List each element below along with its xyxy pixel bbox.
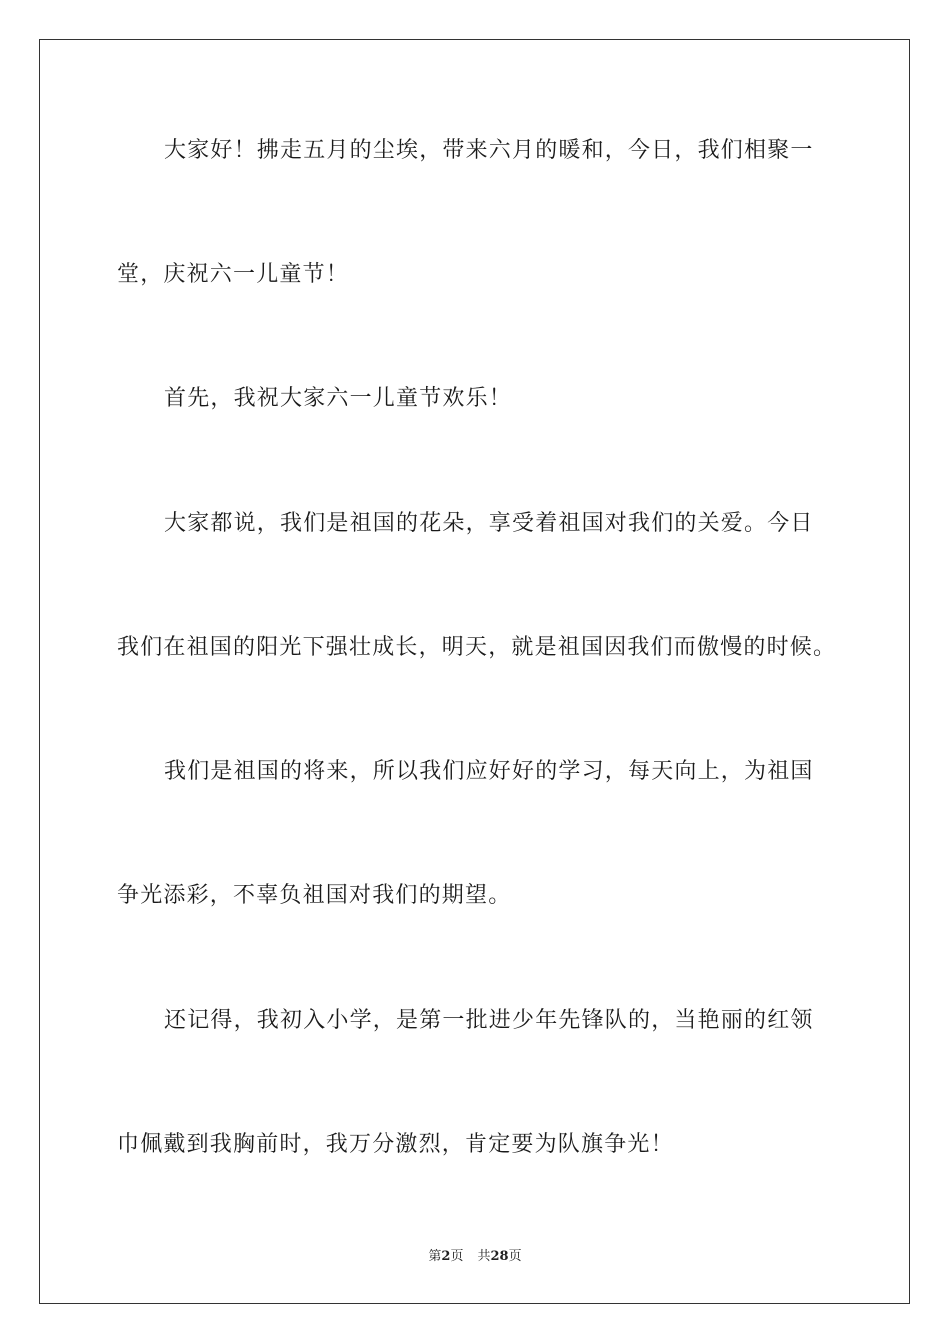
footer-page-prefix: 第 <box>428 1249 442 1264</box>
paragraph-3-line-1: 大家都说，我们是祖国的花朵，享受着祖国对我们的关爱。今日 <box>164 511 814 536</box>
paragraph-4-line-1: 我们是祖国的将来，所以我们应好好的学习，每天向上，为祖国 <box>164 759 814 784</box>
footer-page-suffix: 页 <box>450 1249 464 1264</box>
paragraph-5-line-2: 巾佩戴到我胸前时，我万分激烈，肯定要为队旗争光！ <box>117 1132 674 1157</box>
page-frame <box>39 39 910 1304</box>
footer-current-page: 2 <box>441 1249 451 1264</box>
paragraph-1-line-1: 大家好！拂走五月的尘埃，带来六月的暖和，今日，我们相聚一 <box>164 138 814 163</box>
paragraph-4-line-2: 争光添彩，不辜负祖国对我们的期望。 <box>117 883 512 908</box>
footer-total-pages: 28 <box>490 1249 509 1264</box>
paragraph-2-line-1: 首先，我祝大家六一儿童节欢乐！ <box>164 386 513 411</box>
footer-total-suffix: 页 <box>508 1249 522 1264</box>
page-footer <box>0 1248 950 1266</box>
paragraph-5-line-1: 还记得，我初入小学，是第一批进少年先锋队的，当艳丽的红领 <box>164 1008 814 1033</box>
paragraph-1-line-2: 堂，庆祝六一儿童节！ <box>117 262 350 287</box>
footer-total-prefix: 共 <box>477 1249 491 1264</box>
paragraph-3-line-2: 我们在祖国的阳光下强壮成长，明天，就是祖国因我们而傲慢的时候。 <box>117 635 837 660</box>
